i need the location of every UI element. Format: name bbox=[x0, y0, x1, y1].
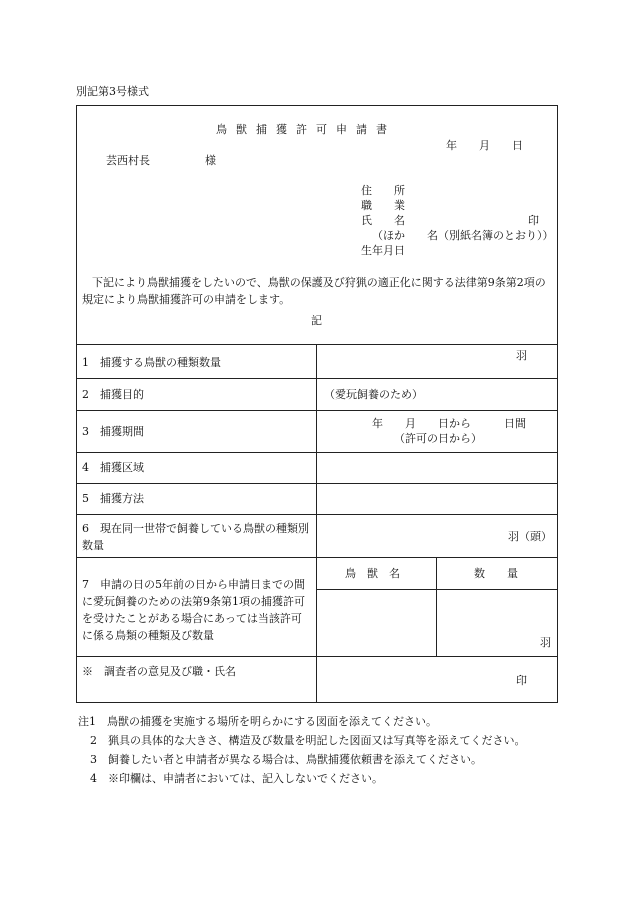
column-divider bbox=[436, 557, 437, 656]
row-3-note: （許可の日から） bbox=[394, 432, 482, 445]
others-note: （ほか 名（別紙名簿のとおり）） bbox=[372, 229, 554, 242]
form-label: 別記第3号様式 bbox=[76, 85, 149, 98]
divider bbox=[76, 483, 558, 484]
divider bbox=[76, 557, 558, 558]
row-2-label: 2 捕獲目的 bbox=[82, 388, 144, 401]
birthdate-label: 生年月日 bbox=[361, 244, 405, 257]
divider bbox=[76, 514, 558, 515]
row-8-seal: 印 bbox=[516, 674, 527, 687]
row-1-label: 1 捕獲する鳥獣の種類数量 bbox=[82, 356, 221, 369]
divider bbox=[76, 410, 558, 411]
row-7-unit: 羽 bbox=[540, 636, 551, 649]
row-4-label: 4 捕獲区域 bbox=[82, 461, 144, 474]
address-label: 住 所 bbox=[361, 184, 405, 197]
row-5-label: 5 捕獲方法 bbox=[82, 492, 144, 505]
occupation-label: 職 業 bbox=[361, 199, 405, 212]
note-1: 注1 鳥獣の捕獲を実施する場所を明らかにする図面を添えてください。 bbox=[78, 715, 437, 728]
ki-heading: 記 bbox=[311, 314, 322, 327]
date-line: 年 月 日 bbox=[446, 139, 523, 152]
name-label: 氏 名 bbox=[361, 214, 405, 227]
divider bbox=[76, 344, 558, 345]
form-title: 鳥獣捕獲許可申請書 bbox=[216, 123, 396, 136]
divider bbox=[76, 452, 558, 453]
intro-paragraph: 下記により鳥獣捕獲をしたいので、鳥獣の保護及び狩猟の適正化に関する法律第9条第2項の規定により鳥獣捕獲許可の申請をします。 bbox=[82, 276, 546, 306]
row-6-value: 羽（頭） bbox=[508, 530, 552, 543]
note-4: 4 ※印欄は、申請者においては、記入しないでください。 bbox=[90, 772, 383, 785]
seal-mark: 印 bbox=[528, 214, 539, 227]
row-8-label: ※ 調査者の意見及び職・氏名 bbox=[82, 665, 236, 678]
divider bbox=[76, 378, 558, 379]
row-7-col-species: 鳥 獣 名 bbox=[345, 567, 400, 580]
note-3: 3 飼養したい者と申請者が異なる場合は、鳥獣捕獲依頼書を添えてください。 bbox=[90, 753, 482, 766]
addressee: 芸西村長 様 bbox=[106, 154, 216, 167]
divider bbox=[76, 656, 558, 657]
divider bbox=[316, 589, 558, 590]
column-divider bbox=[316, 344, 317, 703]
note-2: 2 猟具の具体的な大きさ、構造及び数量を明記した図面又は写真等を添えてください。 bbox=[90, 734, 526, 747]
row-7-label: 7 申請の日の5年前の日から申請日までの間に愛玩飼養のための法第9条第1項の捕獲許可を受けたことがある場合にあっては当該許可に係る鳥類の種類及び数量 bbox=[82, 578, 305, 642]
row-6-label: 6 現在同一世帯で飼養している鳥獣の種類別数量 bbox=[82, 522, 309, 552]
row-3-value: 年 月 日から 日間 bbox=[372, 417, 526, 430]
row-3-label: 3 捕獲期間 bbox=[82, 425, 144, 438]
row-7-col-quantity: 数 量 bbox=[474, 567, 518, 580]
row-2-value: （愛玩飼養のため） bbox=[324, 388, 423, 401]
row-1-value: 羽 bbox=[516, 349, 527, 362]
